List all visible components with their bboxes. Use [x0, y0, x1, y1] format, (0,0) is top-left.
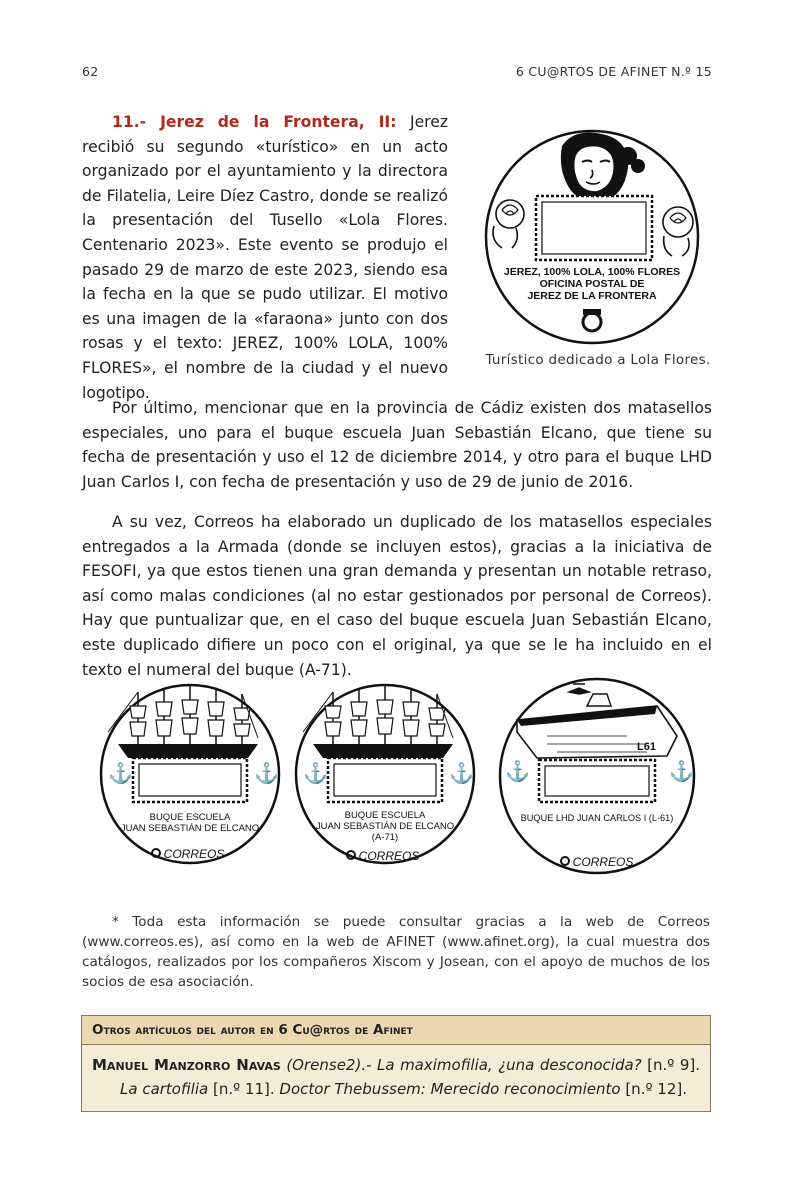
- section-body: Jerez recibió su segundo «turístico» en un acto organizado por el ayuntamiento y la directora de Filatelia, Leire Díez Castro, donde se realizó la presentación del Tusello «Lola Flores. Centenario 2023». Este evento se produjo el pasado 29 de marzo de este 2023, siendo esa la fecha en la que se pudo utilizar. El motivo es una imagen de la «faraona» junto con dos rosas y el texto: JEREZ, 100% LOLA, 100% FLORES», el nombre de la ciudad y el nuevo logotipo.: [82, 113, 449, 402]
- hull-number: L61: [637, 741, 656, 753]
- elcano-a71-postmark: [293, 682, 477, 866]
- stamp3-correos-logo: CORREOS: [572, 855, 634, 869]
- stamp1-line-1: BUQUE ESCUELA: [149, 812, 231, 823]
- anchor-left-icon: ⚓: [303, 763, 328, 785]
- stamp2-line-3: (A-71): [371, 832, 399, 843]
- running-header: 6 CU@RTOS DE AFINET N.º 15: [515, 64, 712, 79]
- lola-line-2: OFICINA POSTAL DE: [539, 278, 645, 290]
- article-number-1: [n.º 9].: [641, 1056, 701, 1074]
- other-articles-list: [82, 1045, 710, 1111]
- stamp1-correos-logo: CORREOS: [163, 847, 225, 861]
- lola-line-3: JEREZ DE LA FRONTERA: [527, 290, 657, 302]
- paragraph-correos: A su vez, Correos ha elaborado un duplicado de los matasellos especiales entregados a la Armada (donde se incluyen estos), gracias a la iniciativa de FESOFI, ya que estos tienen una gran demanda y presentan un notable retraso, así como malas condiciones (al no estar gestionados por personal de Correos). Hay que puntualizar que, en el caso del buque escuela Juan Sebastián Elcano, este duplicado difiere un poco con el original, ya que se le ha incluido en el texto el numeral del buque (A-71).: [82, 513, 712, 679]
- page-number: 62: [82, 64, 99, 79]
- stamp2-correos-logo: CORREOS: [358, 849, 420, 863]
- stamp1-line-2: JUAN SEBASTIÁN DE ELCANO: [120, 823, 260, 834]
- other-articles-box: [81, 1015, 711, 1112]
- lola-flores-postmark: [482, 126, 702, 348]
- anchor-right-icon: ⚓: [449, 763, 474, 785]
- elcano-postmark: [98, 682, 282, 866]
- anchor-right-icon: ⚓: [254, 763, 279, 785]
- stamp3-line-1: BUQUE LHD JUAN CARLOS I (L-61): [520, 813, 674, 823]
- article-number-3: [n.º 12].: [620, 1080, 688, 1098]
- footnote: * Toda esta información se puede consultar gracias a la web de Correos (www.correos.es), así como en la web de AFINET (www.afinet.org), la cual muestra dos catálogos, realizados por los compañeros Xiscom y Josean, con el apoyo de muchos de los socios de esa asociación.: [82, 914, 710, 990]
- article-title-2: La cartofilia: [120, 1080, 209, 1098]
- section-jerez: [82, 110, 448, 405]
- figure-caption: Turístico dedicado a Lola Flores.: [485, 352, 711, 368]
- anchor-right-icon: ⚓: [669, 761, 694, 783]
- other-articles-heading: Otros artículos del autor en 6 Cu@rtos de Afinet: [82, 1016, 710, 1045]
- article-title-3: Doctor Thebussem: Merecido reconocimiento: [279, 1080, 621, 1098]
- aircraft-carrier-image: [517, 684, 677, 758]
- stamp2-line-2: JUAN SEBASTIÁN DE ELCANO: [315, 821, 455, 832]
- juan-carlos-postmark: [497, 676, 697, 876]
- lola-line-1: JEREZ, 100% LOLA, 100% FLORES: [503, 266, 681, 278]
- section-lead: 11.- Jerez de la Frontera, II:: [112, 113, 397, 131]
- author-tag: (Orense2).-: [280, 1056, 378, 1074]
- article-title-1: La maximofilia, ¿una desconocida?: [377, 1056, 642, 1074]
- stamp2-line-1: BUQUE ESCUELA: [344, 810, 426, 821]
- anchor-left-icon: ⚓: [108, 763, 133, 785]
- author-name: Manuel Manzorro Navas: [92, 1056, 281, 1074]
- article-number-2: [n.º 11].: [208, 1080, 280, 1098]
- anchor-left-icon: ⚓: [505, 761, 530, 783]
- paragraph-cadiz: Por último, mencionar que en la provincia de Cádiz existen dos matasellos especiales, uno para el buque escuela Juan Sebastián Elcano, que tiene su fecha de presentación y uso el 12 de diciembre 2014, y otro para el buque LHD Juan Carlos I, con fecha de presentación y uso de 29 de junio de 2016.: [82, 399, 712, 491]
